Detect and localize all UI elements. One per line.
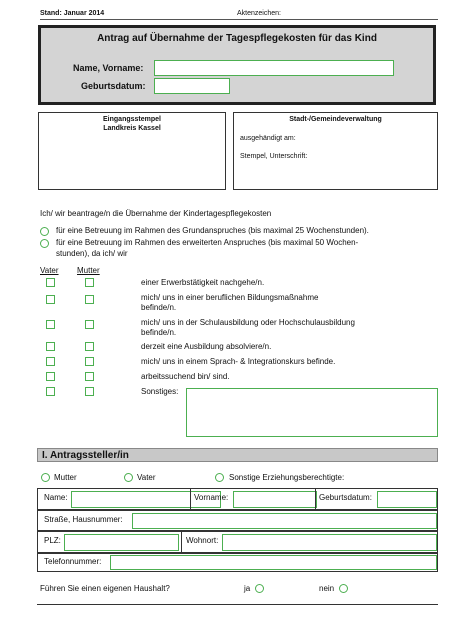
vater-checkbox[interactable] xyxy=(46,295,55,304)
mutter-radio[interactable] xyxy=(41,473,50,482)
reason-text: einer Erwerbstätigkeit nachgehe/n. xyxy=(141,278,265,287)
mutter-checkbox[interactable] xyxy=(85,295,94,304)
wohnort-input[interactable] xyxy=(222,534,437,551)
section-header xyxy=(37,448,438,462)
mutter-checkbox[interactable] xyxy=(85,357,94,366)
mutter-checkbox[interactable] xyxy=(85,387,94,396)
mutter-checkbox[interactable] xyxy=(85,372,94,381)
reason-text: mich/ uns in einem Sprach- & Integrationskurs befinde. xyxy=(141,357,336,366)
name-row xyxy=(37,488,438,510)
haushalt-question: Führen Sie einen eigenen Haushalt? xyxy=(40,584,170,593)
vater-radio[interactable] xyxy=(124,473,133,482)
vater-checkbox[interactable] xyxy=(46,357,55,366)
mutter-checkbox[interactable] xyxy=(85,278,94,287)
mutter-checkbox[interactable] xyxy=(85,320,94,329)
cell-divider xyxy=(190,489,191,509)
title-box xyxy=(38,25,436,105)
sonstiges-field[interactable] xyxy=(186,388,438,437)
birthdate-label: Geburtsdatum: xyxy=(81,81,146,91)
vater-checkbox[interactable] xyxy=(46,372,55,381)
child-birthdate-field[interactable] xyxy=(154,78,230,94)
vorname-input[interactable] xyxy=(233,491,317,508)
reason-text: arbeitssuchend bin/ sind. xyxy=(141,372,230,381)
sonstige-radio[interactable] xyxy=(215,473,224,482)
ja-radio[interactable] xyxy=(255,584,264,593)
stempel-label: Stempel, Unterschrift: xyxy=(240,153,308,160)
telefon-row xyxy=(37,553,438,572)
nein-radio[interactable] xyxy=(339,584,348,593)
mutter-header: Mutter xyxy=(77,266,100,275)
nein-label: nein xyxy=(319,584,335,593)
vater-radio-label: Vater xyxy=(137,473,156,482)
strasse-input[interactable] xyxy=(132,513,437,529)
child-name-field[interactable] xyxy=(154,60,394,76)
reason-text: derzeit eine Ausbildung absolviere/n. xyxy=(141,342,272,351)
vater-header: Vater xyxy=(40,266,59,275)
mutter-radio-label: Mutter xyxy=(54,473,77,482)
plz-input[interactable] xyxy=(64,534,179,551)
ausgehaendigt-label: ausgehändigt am: xyxy=(240,135,296,142)
telefon-input[interactable] xyxy=(110,555,437,570)
erweitert-label-cont: stunden), da ich/ wir xyxy=(56,249,128,258)
vorname-label: Vorname: xyxy=(194,493,229,502)
vater-checkbox[interactable] xyxy=(46,278,55,287)
vater-checkbox[interactable] xyxy=(46,320,55,329)
intro-text: Ich/ wir beantrage/n die Übernahme der Kindertagespflegekosten xyxy=(40,209,272,218)
strasse-row xyxy=(37,510,438,531)
erweitert-label: für eine Betreuung im Rahmen des erweiterten Anspruches (bis maximal 50 Wochen- xyxy=(56,238,359,247)
reason-text: mich/ uns in der Schulausbildung oder Hochschulausbildung xyxy=(141,318,355,327)
erweitert-radio[interactable] xyxy=(40,239,49,248)
eingangsstempel-label: Eingangsstempel xyxy=(103,116,161,123)
wohnort-label: Wohnort: xyxy=(186,536,219,545)
plz-label: PLZ: xyxy=(44,536,61,545)
cell-divider xyxy=(315,489,316,509)
stand-label: Stand: Januar 2014 xyxy=(40,10,105,17)
section-title: I. Antragssteller/in xyxy=(42,450,129,461)
ja-label: ja xyxy=(244,584,251,593)
strasse-label: Straße, Hausnummer: xyxy=(44,515,123,524)
vater-checkbox[interactable] xyxy=(46,342,55,351)
bottom-rule xyxy=(37,604,438,605)
gemeinde-title: Stadt-/Gemeindeverwaltung xyxy=(289,116,382,123)
grundanspruch-label: für eine Betreuung im Rahmen des Grundanspruches (bis maximal 25 Wochenstunden). xyxy=(56,226,369,235)
gemeinde-box xyxy=(233,112,438,190)
sonstiges-label: Sonstiges: xyxy=(141,387,179,396)
landkreis-label: Landkreis Kassel xyxy=(103,125,161,132)
header-divider xyxy=(40,19,438,20)
eingangsstempel-box xyxy=(38,112,226,190)
geburtsdatum-label: Geburtsdatum: xyxy=(319,493,372,502)
plz-row xyxy=(37,531,438,553)
name-field-label: Name: xyxy=(44,493,68,502)
geburtsdatum-input[interactable] xyxy=(377,491,437,508)
telefon-label: Telefonnummer: xyxy=(44,557,102,566)
cell-divider xyxy=(181,532,182,552)
reason-text: mich/ uns in einer beruflichen Bildungsmaßnahme xyxy=(141,293,319,302)
reason-text-cont: befinde/n. xyxy=(141,303,177,312)
form-title: Antrag auf Übernahme der Tagespflegekosten für das Kind xyxy=(97,33,377,44)
vater-checkbox[interactable] xyxy=(46,387,55,396)
reason-text-cont: befinde/n. xyxy=(141,328,177,337)
aktenzeichen-label: Aktenzeichen: xyxy=(237,10,281,17)
name-label: Name, Vorname: xyxy=(73,63,144,73)
mutter-checkbox[interactable] xyxy=(85,342,94,351)
grundanspruch-radio[interactable] xyxy=(40,227,49,236)
sonstige-radio-label: Sonstige Erziehungsberechtigte: xyxy=(229,473,345,482)
